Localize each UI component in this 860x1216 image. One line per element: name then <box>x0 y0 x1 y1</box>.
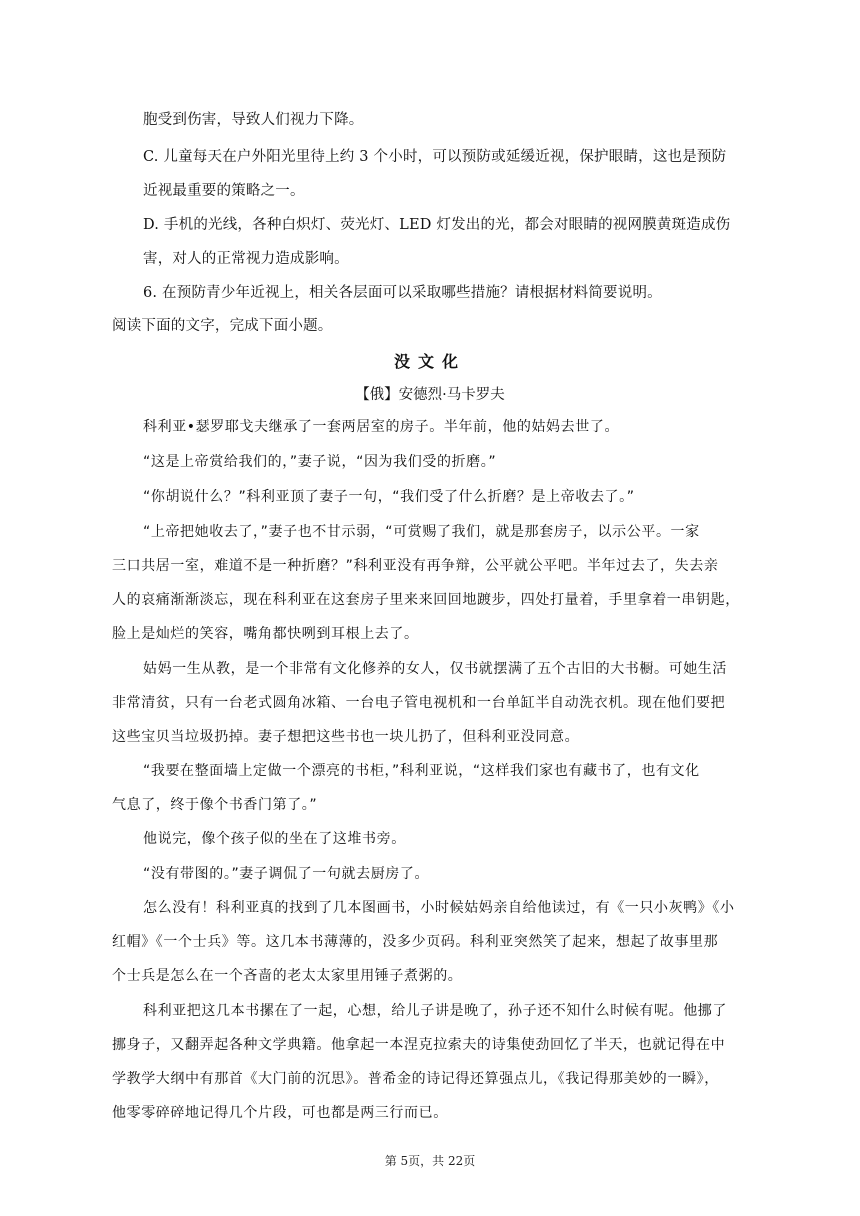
story-line: “我要在整面墙上定做一个漂亮的书柜，”科利亚说，“这样我们家也有藏书了，也有文化 <box>143 763 700 779</box>
option-c-line-1: C. 儿童每天在户外阳光里待上约 3 个小时，可以预防或延缓近视，保护眼睛，这也是预防 <box>143 149 727 165</box>
story-line: 科利亚•瑟罗耶戈夫继承了一套两居室的房子。半年前，他的姑妈去世了。 <box>143 419 620 435</box>
reading-instruction: 阅读下面的文字，完成下面小题。 <box>112 318 333 334</box>
story-title: 没文化 <box>393 352 466 371</box>
page-footer: 第 5页，共 22页 <box>384 1154 476 1168</box>
story-line: 姑妈一生从教，是一个非常有文化修养的女人，仅书就摆满了五个古旧的大书橱。可她生活 <box>143 661 727 677</box>
story-line: 怎么没有！科利亚真的找到了几本图画书，小时候姑妈亲自给他读过，有《一只小灰鸭》《小 <box>143 900 735 916</box>
story-line: 学教学大纲中有那首《大门前的沉思》。普希金的诗记得还算强点儿，《我记得那美妙的一瞬》， <box>112 1071 719 1087</box>
story-line: 他说完，像个孩子似的坐在了这堆书旁。 <box>143 831 406 847</box>
story-line: 脸上是灿烂的笑容，嘴角都快咧到耳根上去了。 <box>112 626 419 642</box>
option-c-line-2: 近视最重要的策略之一。 <box>143 183 305 199</box>
story-line: “上帝把她收去了，”妻子也不甘示弱，“可赏赐了我们，就是那套房子，以示公平。一家 <box>143 524 700 540</box>
option-d-line-1: D. 手机的光线，各种白炽灯、荧光灯、LED 灯发出的光，都会对眼睛的视网膜黄斑造成伤 <box>143 217 731 233</box>
story-line: 红帽》《一个士兵》等。这几本书薄薄的，没多少页码。科利亚突然笑了起来，想起了故事里那 <box>112 934 719 950</box>
story-line: “你胡说什么？”科利亚顶了妻子一句，“我们受了什么折磨？是上帝收去了。” <box>143 489 635 505</box>
option-b-tail: 胞受到伤害，导致人们视力下降。 <box>143 112 364 128</box>
story-line: “没有带图的。”妻子调侃了一句就去厨房了。 <box>143 866 430 882</box>
story-line: 这些宝贝当垃圾扔掉。妻子想把这些书也一块儿扔了，但科利亚没同意。 <box>112 729 580 745</box>
story-line: 科利亚把这几本书摞在了一起，心想，给儿子讲是晚了，孙子还不知什么时候有呢。他挪了 <box>143 1003 727 1019</box>
story-line: 三口共居一室，难道不是一种折磨？”科利亚没有再争辩，公平就公平吧。半年过去了，失去亲 <box>112 558 719 574</box>
story-line: 气息了，终于像个书香门第了。” <box>112 797 318 813</box>
story-line: “这是上帝赏给我们的，”妻子说，“因为我们受的折磨。” <box>143 454 497 470</box>
story-line: 人的哀痛渐渐淡忘，现在科利亚在这套房子里来来回回地踱步，四处打量着，手里拿着一串钥匙， <box>112 592 740 608</box>
question-6: 6. 在预防青少年近视上，相关各层面可以采取哪些措施？请根据材料简要说明。 <box>143 285 662 301</box>
story-author: 【俄】安德烈·马卡罗夫 <box>355 387 505 403</box>
option-d-line-2: 害，对人的正常视力造成影响。 <box>143 251 349 267</box>
story-line: 个士兵是怎么在一个吝啬的老太太家里用锤子煮粥的。 <box>112 968 463 984</box>
story-line: 他零零碎碎地记得几个片段，可也都是两三行而已。 <box>112 1105 448 1121</box>
story-line: 挪身子，又翻弄起各种文学典籍。他拿起一本涅克拉索夫的诗集使劲回忆了半天，也就记得在中 <box>112 1037 726 1053</box>
story-line: 非常清贫，只有一台老式圆角冰箱、一台电子管电视机和一台单缸半自动洗衣机。现在他们要把 <box>112 695 726 711</box>
